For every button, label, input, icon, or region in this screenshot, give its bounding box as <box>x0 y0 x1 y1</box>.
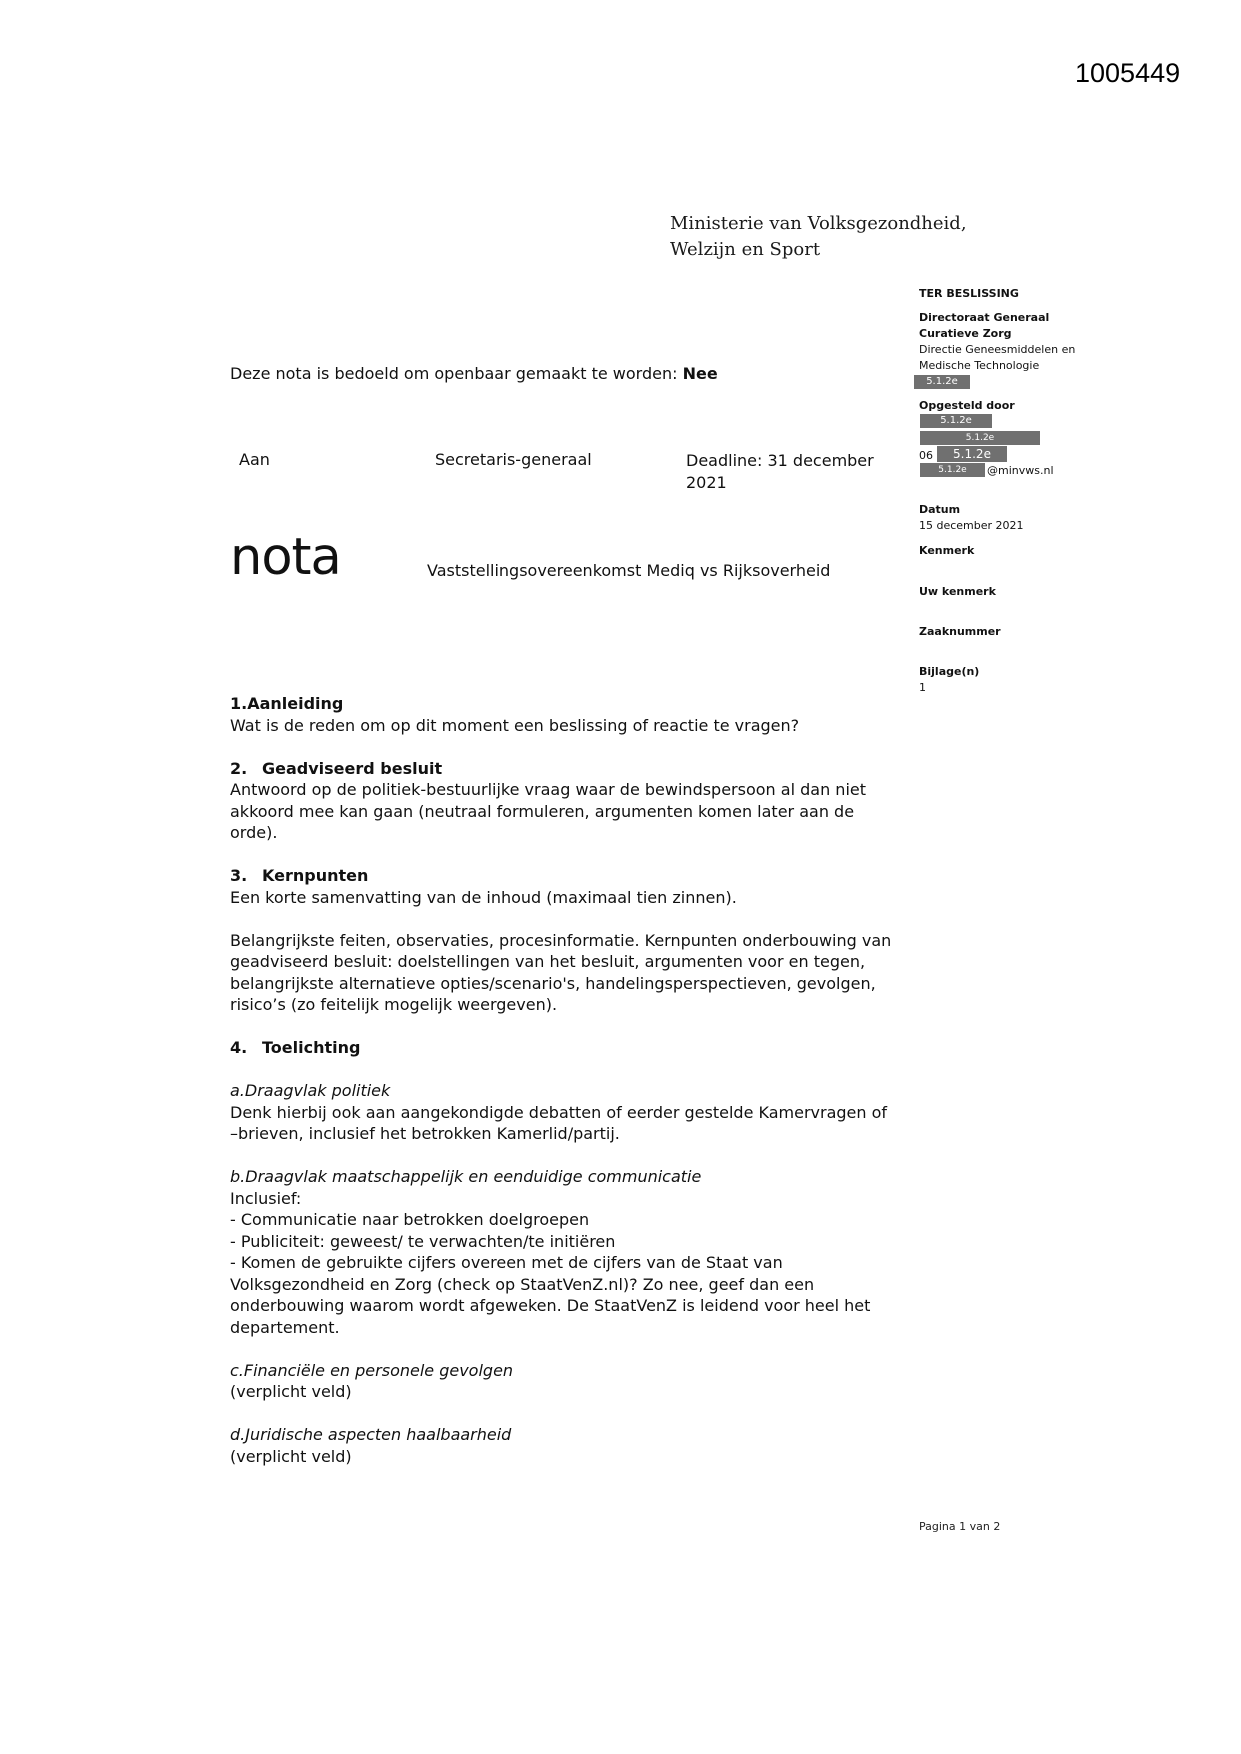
subsection-b-line: - Publiciteit: geweest/ te verwachten/te initiëren <box>230 1231 616 1251</box>
redaction-box: 5.1.2e <box>914 375 970 389</box>
opgesteld-label: Opgesteld door <box>919 399 1015 412</box>
ministry-logo-text <box>670 211 967 263</box>
publication-statement <box>230 364 718 383</box>
bijlage <box>919 664 979 696</box>
dir-line-2: Medische Technologie <box>919 359 1040 372</box>
subsection-d-text: (verplicht veld) <box>230 1446 352 1466</box>
deadline-line-2: 2021 <box>686 473 727 492</box>
subsection-b-line: departement. <box>230 1317 340 1337</box>
email-suffix: @minvws.nl <box>987 464 1054 477</box>
subsection-b-line: - Komen de gebruikte cijfers overeen met de cijfers van de Staat van <box>230 1253 783 1272</box>
dir-line-1: Directie Geneesmiddelen en <box>919 343 1076 356</box>
uw-kenmerk-label: Uw kenmerk <box>919 585 996 598</box>
addressee-name: Secretaris-generaal <box>435 450 592 469</box>
subsection-a-line: Denk hierbij ook aan aangekondigde debatten of eerder gestelde Kamervragen of <box>230 1102 888 1122</box>
section-3-line: geadviseerd besluit: doelstellingen van het besluit, argumenten voor en tegen, <box>230 952 866 971</box>
section-2-heading: 2. Geadviseerd besluit <box>230 758 443 778</box>
document-number: 1005449 <box>1075 58 1181 88</box>
section-2-line: Antwoord op de politiek-bestuurlijke vraag waar de bewindspersoon al dan niet <box>230 780 866 799</box>
section-3-line: risico’s (zo feitelijk mogelijk weergeven). <box>230 995 558 1014</box>
datum-label: Datum <box>919 503 961 516</box>
section-3-line: belangrijkste alternatieve opties/scenario's, handelingsperspectieven, gevolgen, <box>230 973 876 993</box>
addressee-label: Aan <box>239 450 270 469</box>
nota-title: nota <box>230 528 341 587</box>
deadline-line-1: Deadline: 31 december <box>686 451 874 470</box>
redaction-box: 5.1.2e <box>920 463 985 477</box>
subsection-b-line: onderbouwing waarom wordt afgeweken. De StaatVenZ is leidend voor heel het <box>230 1296 871 1315</box>
subsection-c-title: c.Financiële en personele gevolgen <box>230 1360 514 1380</box>
directorate <box>919 310 1075 374</box>
section-4-heading: 4. Toelichting <box>230 1038 361 1057</box>
subsection-b-line: Volksgezondheid en Zorg (check op StaatVenZ.nl)? Zo nee, geef dan een <box>230 1274 815 1294</box>
redaction-box: 5.1.2e <box>920 414 992 428</box>
nota-body <box>230 693 910 1467</box>
publication-label: Deze nota is bedoeld om openbaar gemaakt te worden: <box>230 364 678 383</box>
datum <box>919 502 1024 534</box>
subsection-a-title: a.Draagvlak politiek <box>230 1081 391 1100</box>
section-1-title: 1.Aanleiding <box>230 694 344 713</box>
subsection-a-line: –brieven, inclusief het betrokken Kamerlid/partij. <box>230 1124 620 1143</box>
redaction-box: 5.1.2e <box>937 446 1007 462</box>
bijlage-label: Bijlage(n) <box>919 665 980 678</box>
section-3-text: Een korte samenvatting van de inhoud (maximaal tien zinnen). <box>230 887 737 907</box>
dg-line-2: Curatieve Zorg <box>919 327 1012 340</box>
page-number: Pagina 1 van 2 <box>919 1520 1001 1533</box>
subsection-b-title: b.Draagvlak maatschappelijk en eenduidige communicatie <box>230 1167 702 1186</box>
phone-prefix: 06 <box>919 449 933 462</box>
deadline <box>686 450 886 494</box>
subsection-b-line: Inclusief: <box>230 1188 302 1208</box>
datum-value: 15 december 2021 <box>919 519 1024 532</box>
status-label: TER BESLISSING <box>919 287 1019 300</box>
dg-line-1: Directoraat Generaal <box>919 311 1050 324</box>
section-2-line: orde). <box>230 823 278 842</box>
bijlage-value: 1 <box>919 681 926 694</box>
zaaknummer-label: Zaaknummer <box>919 625 1001 638</box>
nota-subject: Vaststellingsovereenkomst Mediq vs Rijksoverheid <box>427 561 831 580</box>
subsection-d-title: d.Juridische aspecten haalbaarheid <box>230 1425 512 1444</box>
ministry-line-1: Ministerie van Volksgezondheid, <box>670 213 967 234</box>
subsection-b-line: - Communicatie naar betrokken doelgroepen <box>230 1210 590 1229</box>
section-1-text: Wat is de reden om op dit moment een beslissing of reactie te vragen? <box>230 715 800 735</box>
kenmerk-label: Kenmerk <box>919 544 975 557</box>
ministry-line-2: Welzijn en Sport <box>670 239 821 260</box>
section-3-line: Belangrijkste feiten, observaties, procesinformatie. Kernpunten onderbouwing van <box>230 930 892 950</box>
section-2-line: akkoord mee kan gaan (neutraal formuleren, argumenten komen later aan de <box>230 801 855 821</box>
redaction-box: 5.1.2e <box>920 431 1040 445</box>
section-3-heading: 3. Kernpunten <box>230 866 369 885</box>
publication-value: Nee <box>682 364 718 383</box>
subsection-c-text: (verplicht veld) <box>230 1382 352 1401</box>
